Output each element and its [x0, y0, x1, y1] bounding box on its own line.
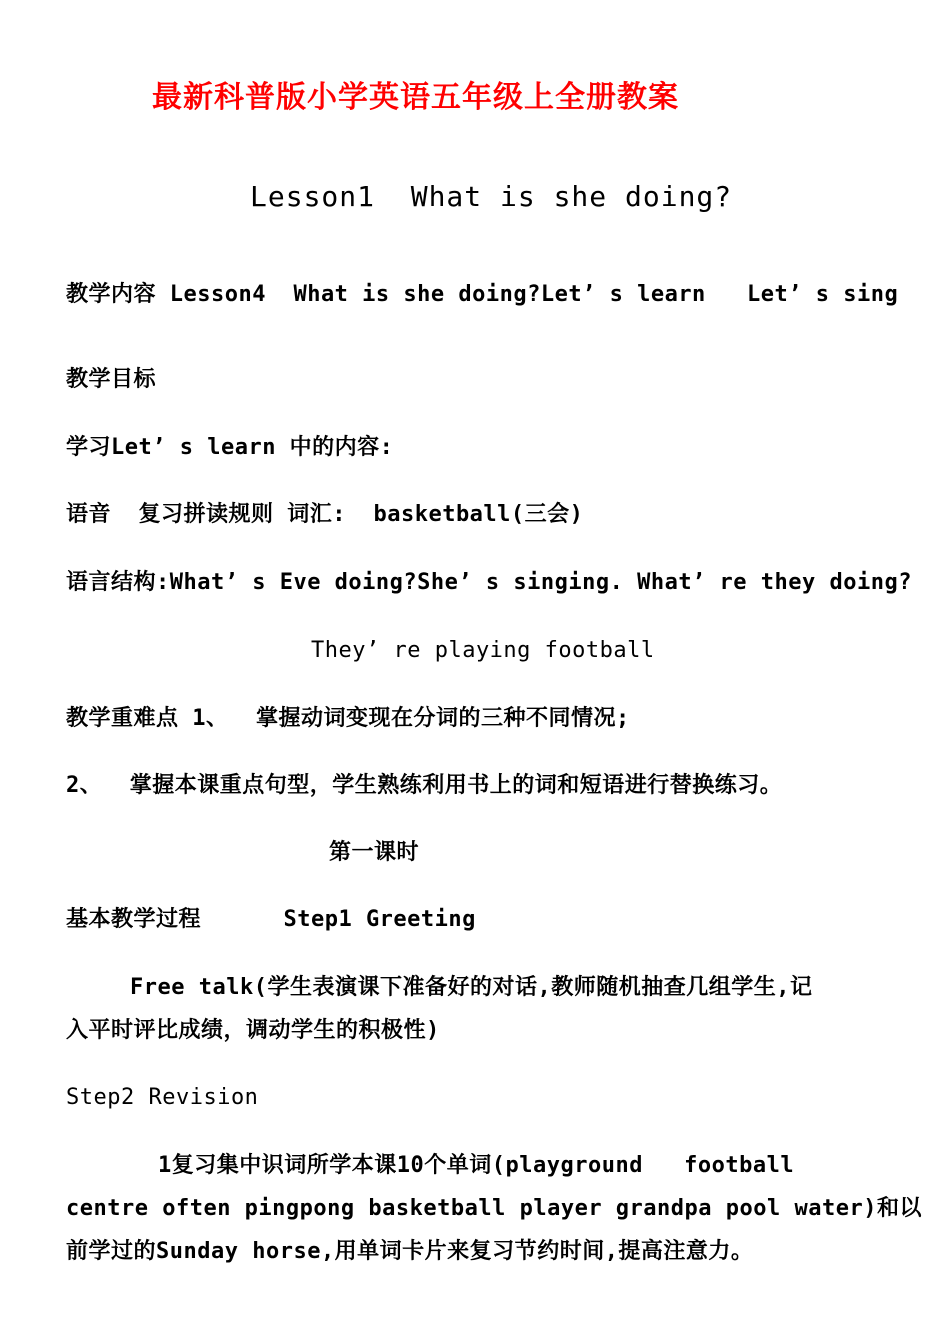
phonics-vocabulary-line: 语音 复习拼读规则 词汇: basketball(三会)	[66, 502, 584, 527]
revision-line-3: 前学过的Sunday horse,用单词卡片来复习节约时间,提高注意力。	[66, 1239, 754, 1264]
step2-heading: Step2 Revision	[66, 1085, 259, 1110]
revision-line-1: 1复习集中识词所学本课10个单词(playground football	[158, 1153, 795, 1178]
key-points-line-2: 2、 掌握本课重点句型，学生熟练利用书上的词和短语进行替换练习。	[66, 773, 783, 798]
period-heading: 第一课时	[329, 840, 420, 865]
learn-line: 学习Let’ s learn 中的内容:	[66, 435, 394, 460]
free-talk-line-2: 入平时评比成绩，调动学生的积极性)	[66, 1018, 440, 1043]
lesson-title: Lesson1 What is she doing?	[250, 180, 733, 213]
teaching-process-line: 基本教学过程 Step1 Greeting	[66, 907, 476, 932]
free-talk-line-1: Free talk(学生表演课下准备好的对话,教师随机抽查几组学生,记	[130, 975, 813, 1000]
language-structure-continuation: They’ re playing football	[311, 638, 655, 663]
key-points-line-1: 教学重难点 1、 掌握动词变现在分词的三种不同情况;	[66, 706, 630, 731]
teaching-goals-heading: 教学目标	[66, 367, 157, 392]
revision-line-2: centre often pingpong basketball player grandpa pool water)和以	[66, 1196, 922, 1221]
teaching-content-line: 教学内容 Lesson4 What is she doing?Let’ s learn Let’ s sing	[66, 282, 899, 307]
language-structure-line: 语言结构:What’ s Eve doing?She’ s singing. What’ re they doing?	[66, 570, 912, 595]
main-title: 最新科普版小学英语五年级上全册教案	[152, 80, 679, 115]
